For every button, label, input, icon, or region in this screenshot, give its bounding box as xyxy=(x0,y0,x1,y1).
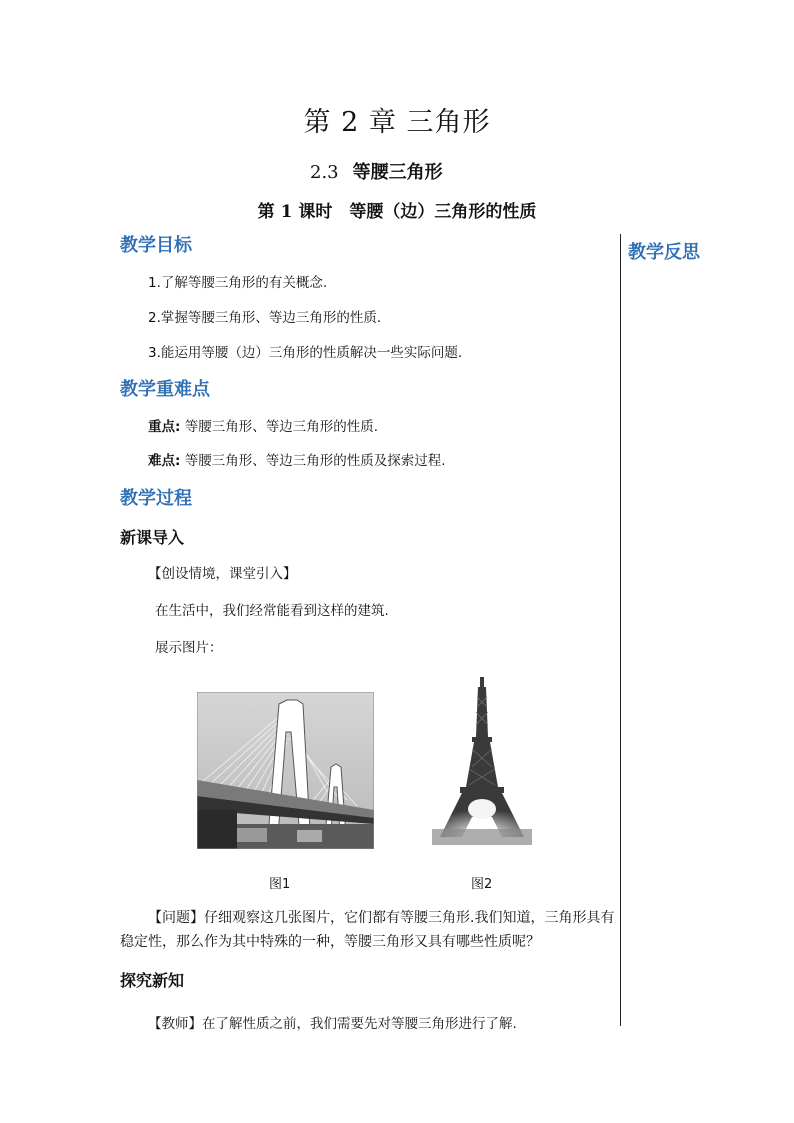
teacher-label: 【教师】 xyxy=(148,1016,202,1032)
question-label: 【问题】 xyxy=(148,910,204,926)
objective-item: 1.了解等腰三角形的有关概念. xyxy=(148,275,328,291)
explore-heading: 探究新知 xyxy=(120,971,185,990)
teacher-paragraph xyxy=(148,1012,517,1032)
teacher-text: 在了解性质之前，我们需要先对等腰三角形进行了解. xyxy=(202,1016,517,1032)
intro-line: 在生活中，我们经常能看到这样的建筑. xyxy=(155,603,389,619)
key-points-heading: 教学重难点 xyxy=(120,379,210,400)
chapter-title: 第 2 章 三角形 xyxy=(303,107,491,138)
bridge-photo xyxy=(197,692,374,849)
difficulty-label: 难点: xyxy=(148,453,181,469)
figure-2-caption: 图2 xyxy=(471,877,493,892)
key-text: 等腰三角形、等边三角形的性质. xyxy=(180,419,378,435)
difficulty-point xyxy=(148,449,446,469)
eiffel-tower-photo xyxy=(432,677,532,845)
figure-1-caption: 图1 xyxy=(269,877,291,892)
objectives-heading: 教学目标 xyxy=(120,235,192,256)
reflection-heading: 教学反思 xyxy=(628,242,700,263)
intro-line: 展示图片： xyxy=(155,640,223,656)
key-point xyxy=(148,415,378,435)
scene-label: 【创设情境，课堂引入】 xyxy=(148,566,297,582)
intro-heading: 新课导入 xyxy=(120,528,185,547)
section-number: 2.3 xyxy=(310,162,339,183)
section-title xyxy=(310,158,443,184)
column-divider xyxy=(620,234,621,1026)
section-name: 等腰三角形 xyxy=(352,162,443,183)
lesson-title: 第 1 课时 等腰（边）三角形的性质 xyxy=(257,202,537,222)
question-text: 仔细观察这几张图片，它们都有等腰三角形.我们知道，三角形具有稳定性，那么作为其中特殊的一种，等腰三角形又具有哪些性质呢？ xyxy=(120,910,615,950)
difficulty-text: 等腰三角形、等边三角形的性质及探索过程. xyxy=(180,453,446,469)
objective-item: 2.掌握等腰三角形、等边三角形的性质. xyxy=(148,310,382,326)
process-heading: 教学过程 xyxy=(120,488,192,509)
question-paragraph xyxy=(120,906,616,954)
key-label: 重点: xyxy=(148,419,181,435)
objective-item: 3.能运用等腰（边）三角形的性质解决一些实际问题. xyxy=(148,345,463,361)
